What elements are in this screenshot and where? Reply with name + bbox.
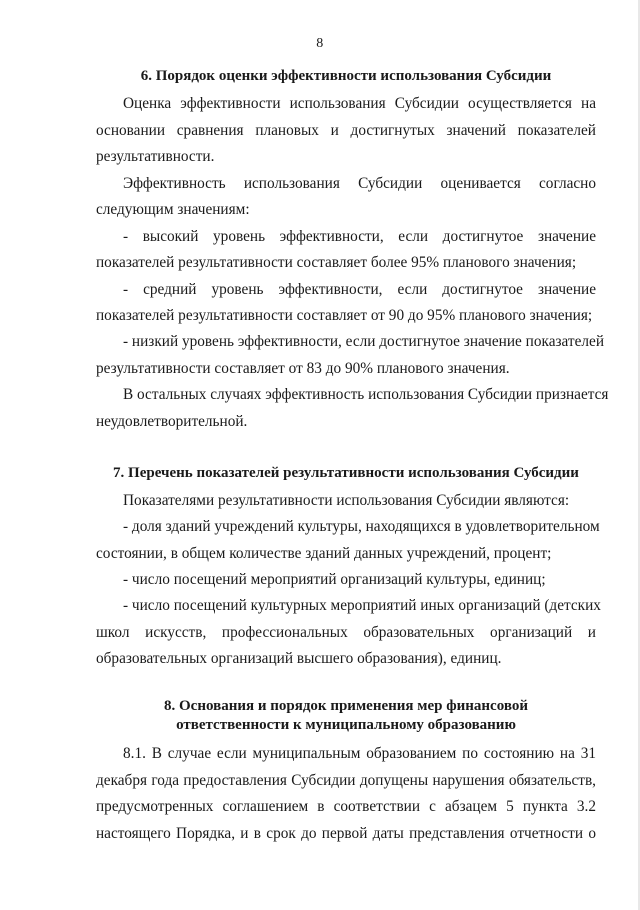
list-item-line: - число посещений мероприятий организаций культуры, единиц; — [123, 571, 546, 588]
list-item-line: показателей результативности составляет более 95% планового значения; — [96, 254, 577, 271]
paragraph-line: предусмотренных соглашением в соответствии с абзацем 5 пункта 3.2 — [96, 798, 596, 815]
list-item-line: - средний уровень эффективности, если достигнутое значение — [123, 281, 596, 298]
paragraph-line: неудовлетворительной. — [96, 413, 248, 430]
list-item-line: результативности составляет от 83 до 90% планового значения. — [96, 360, 510, 377]
list-item-line: образовательных организаций высшего образования), единиц. — [96, 650, 502, 667]
paragraph-line: декабря года предоставления Субсидии допущены нарушения обязательств, — [96, 772, 596, 789]
section-8-title-line-2: ответственности к муниципальному образованию — [176, 717, 516, 733]
paragraph-line: основании сравнения плановых и достигнутых значений показателей — [96, 122, 596, 139]
paragraph-line: В остальных случаях эффективность использования Субсидии признается — [123, 386, 609, 403]
paragraph-line: 8.1. В случае если муниципальным образованием по состоянию на 31 — [123, 745, 596, 762]
paragraph-line: Показателями результативности использования Субсидии являются: — [123, 492, 570, 509]
section-6-title: 6. Порядок оценки эффективности использования Субсидии — [140, 68, 552, 84]
list-item-line: - низкий уровень эффективности, если достигнутое значение показателей — [123, 333, 605, 350]
list-item-line: показателей результативности составляет от 90 до 95% планового значения; — [96, 307, 593, 324]
paragraph-line: Оценка эффективности использования Субсидии осуществляется на — [123, 95, 596, 112]
list-item-line: - высокий уровень эффективности, если достигнутое значение — [123, 228, 596, 245]
paragraph-line: следующим значениям: — [96, 201, 250, 218]
list-item-line: школ искусств, профессиональных образовательных организаций и — [96, 624, 596, 641]
paragraph-line: настоящего Порядка, и в срок до первой даты представления отчетности о — [96, 825, 596, 842]
list-item-line: состоянии, в общем количестве зданий данных учреждений, процент; — [96, 545, 552, 562]
list-item-line: - число посещений культурных мероприятий иных организаций (детских — [123, 597, 601, 614]
list-item-line: - доля зданий учреждений культуры, находящихся в удовлетворительном — [123, 518, 600, 535]
paragraph-line: Эффективность использования Субсидии оценивается согласно — [123, 175, 596, 192]
paragraph-line: результативности. — [96, 148, 215, 165]
page-number: 8 — [316, 36, 324, 51]
section-8-title-line-1: 8. Основания и порядок применения мер финансовой — [164, 698, 528, 714]
section-7-title: 7. Перечень показателей результативности использования Субсидии — [113, 465, 579, 481]
